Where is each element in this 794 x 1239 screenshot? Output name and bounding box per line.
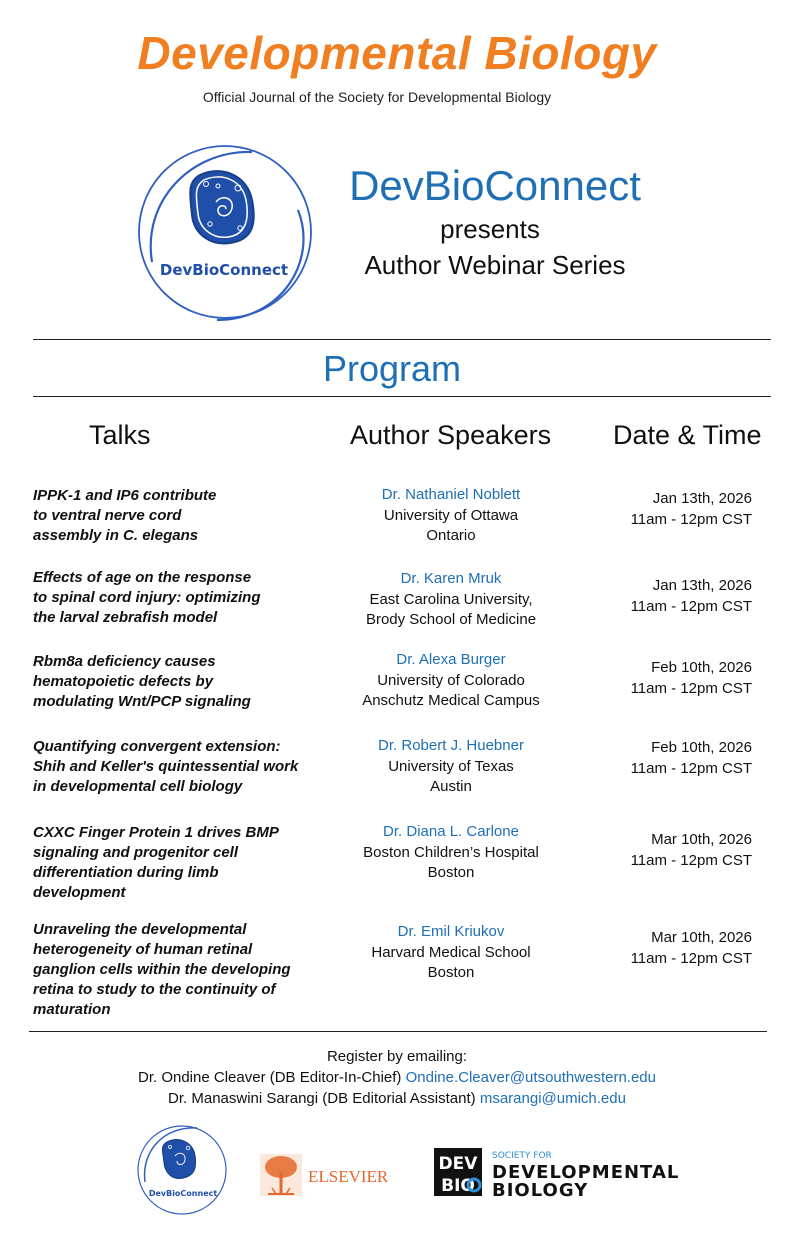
sdb-line-3: BIOLOGY bbox=[492, 1180, 589, 1200]
contact-line bbox=[0, 1067, 794, 1088]
sdb-logo bbox=[434, 1146, 694, 1200]
devbioconnect-logo bbox=[122, 140, 327, 325]
talk-title bbox=[33, 568, 343, 628]
talk-line: CXXC Finger Protein 1 drives BMP bbox=[33, 824, 279, 841]
talk-line: maturation bbox=[33, 1001, 111, 1018]
talk-line: Unraveling the developmental bbox=[33, 921, 247, 938]
talk-line: IPPK-1 and IP6 contribute bbox=[33, 487, 217, 504]
talk-line: to ventral nerve cord bbox=[33, 507, 182, 524]
talk-time: 11am - 12pm CST bbox=[630, 759, 752, 777]
talk-time: 11am - 12pm CST bbox=[630, 949, 752, 967]
talk-title bbox=[33, 920, 343, 1020]
talk-date: Feb 10th, 2026 bbox=[651, 659, 752, 676]
contact-name: Dr. Ondine Cleaver (DB Editor-In-Chief) bbox=[138, 1069, 402, 1086]
speaker-affiliation: Boston bbox=[427, 864, 475, 881]
column-header-talks: Talks bbox=[89, 420, 151, 450]
talk-line: development bbox=[33, 884, 126, 901]
datetime-block bbox=[600, 738, 752, 779]
column-header-datetime: Date & Time bbox=[613, 420, 762, 450]
speaker-affiliation: Austin bbox=[430, 778, 472, 795]
talk-line: Effects of age on the response bbox=[33, 569, 252, 586]
speaker-block bbox=[331, 485, 571, 547]
talk-time: 11am - 12pm CST bbox=[630, 851, 752, 869]
speaker-name: Dr. Karen Mruk bbox=[400, 570, 502, 587]
devbioconnect-logo-text: DevBioConnect bbox=[159, 261, 289, 279]
datetime-block bbox=[600, 658, 752, 699]
program-title: Program bbox=[322, 348, 462, 389]
talk-date: Jan 13th, 2026 bbox=[652, 490, 752, 507]
talk-line: differentiation during limb bbox=[33, 864, 219, 881]
devbioconnect-footer-logo bbox=[135, 1120, 230, 1220]
registration-info bbox=[0, 1046, 794, 1109]
talk-title bbox=[33, 486, 343, 546]
talk-time: 11am - 12pm CST bbox=[630, 597, 752, 615]
divider-top bbox=[33, 339, 771, 340]
talk-line: assembly in C. elegans bbox=[33, 527, 199, 544]
speaker-block bbox=[331, 736, 571, 798]
devbioconnect-footer-logo-text: DevBioConnect bbox=[148, 1189, 218, 1198]
sdb-mark-bottom: BIO bbox=[441, 1176, 475, 1196]
elsevier-wordmark: ELSEVIER bbox=[308, 1167, 389, 1186]
speaker-affiliation: Ontario bbox=[426, 527, 476, 544]
talk-date: Mar 10th, 2026 bbox=[651, 929, 752, 946]
datetime-block bbox=[600, 830, 752, 871]
speaker-name: Dr. Nathaniel Noblett bbox=[381, 486, 521, 503]
contact-line bbox=[0, 1088, 794, 1109]
journal-subtitle: Official Journal of the Society for Developmental Biology bbox=[202, 89, 552, 105]
talk-line: signaling and progenitor cell bbox=[33, 844, 239, 861]
talk-time: 11am - 12pm CST bbox=[630, 679, 752, 697]
contact-email-link[interactable]: Ondine.Cleaver@utsouthwestern.edu bbox=[405, 1069, 656, 1086]
talk-date: Feb 10th, 2026 bbox=[651, 739, 752, 756]
divider-program bbox=[33, 396, 771, 397]
contact-email-link[interactable]: msarangi@umich.edu bbox=[479, 1090, 626, 1107]
contact-name: Dr. Manaswini Sarangi (DB Editorial Assistant) bbox=[168, 1090, 476, 1107]
speaker-affiliation: Brody School of Medicine bbox=[365, 611, 537, 628]
register-intro: Register by emailing: bbox=[326, 1048, 468, 1065]
speaker-block bbox=[331, 569, 571, 631]
speaker-name: Dr. Diana L. Carlone bbox=[383, 823, 519, 840]
speaker-affiliation: University of Ottawa bbox=[383, 506, 519, 524]
talk-line: Shih and Keller's quintessential work bbox=[33, 758, 299, 775]
datetime-block bbox=[600, 576, 752, 617]
talk-title bbox=[33, 823, 343, 903]
series-title: Author Webinar Series bbox=[364, 250, 626, 280]
presents-text: presents bbox=[440, 214, 540, 244]
speaker-block bbox=[331, 822, 571, 884]
speaker-affiliation: Boston bbox=[427, 964, 475, 981]
journal-title: Developmental Biology bbox=[137, 27, 657, 79]
sdb-line-1: SOCIETY FOR bbox=[492, 1151, 552, 1161]
column-header-speakers: Author Speakers bbox=[350, 420, 552, 450]
talk-title bbox=[33, 652, 343, 712]
datetime-block bbox=[600, 928, 752, 969]
talk-time: 11am - 12pm CST bbox=[630, 510, 752, 528]
divider-bottom bbox=[29, 1031, 767, 1032]
speaker-affiliation: Harvard Medical School bbox=[371, 943, 531, 961]
talk-date: Jan 13th, 2026 bbox=[652, 577, 752, 594]
speaker-affiliation: University of Colorado bbox=[377, 671, 525, 689]
talk-line: Quantifying convergent extension: bbox=[33, 738, 281, 755]
elsevier-logo bbox=[258, 1150, 398, 1200]
talk-line: retina to study to the continuity of bbox=[33, 981, 276, 998]
speaker-affiliation: East Carolina University, bbox=[369, 590, 533, 608]
speaker-name: Dr. Robert J. Huebner bbox=[378, 737, 524, 754]
talk-line: heterogeneity of human retinal bbox=[33, 941, 253, 958]
speaker-block bbox=[331, 650, 571, 712]
sdb-mark-top: DEV bbox=[438, 1154, 478, 1174]
talk-line: modulating Wnt/PCP signaling bbox=[33, 693, 251, 710]
speaker-name: Dr. Alexa Burger bbox=[396, 651, 506, 668]
talk-title bbox=[33, 737, 343, 797]
talk-line: ganglion cells within the developing bbox=[33, 961, 291, 978]
talk-line: to spinal cord injury: optimizing bbox=[33, 589, 261, 606]
speaker-affiliation: University of Texas bbox=[388, 757, 514, 775]
talk-line: the larval zebrafish model bbox=[33, 609, 218, 626]
talk-line: Rbm8a deficiency causes bbox=[33, 653, 216, 670]
speaker-name: Dr. Emil Kriukov bbox=[397, 923, 505, 940]
speaker-affiliation: Anschutz Medical Campus bbox=[362, 692, 540, 709]
talk-line: in developmental cell biology bbox=[33, 778, 243, 795]
talk-date: Mar 10th, 2026 bbox=[651, 831, 752, 848]
talk-line: hematopoietic defects by bbox=[33, 673, 214, 690]
datetime-block bbox=[600, 489, 752, 530]
brand-title: DevBioConnect bbox=[349, 162, 641, 209]
sdb-line-2: DEVELOPMENTAL bbox=[492, 1162, 680, 1183]
speaker-affiliation: Boston Children’s Hospital bbox=[363, 843, 539, 861]
speaker-block bbox=[331, 922, 571, 984]
